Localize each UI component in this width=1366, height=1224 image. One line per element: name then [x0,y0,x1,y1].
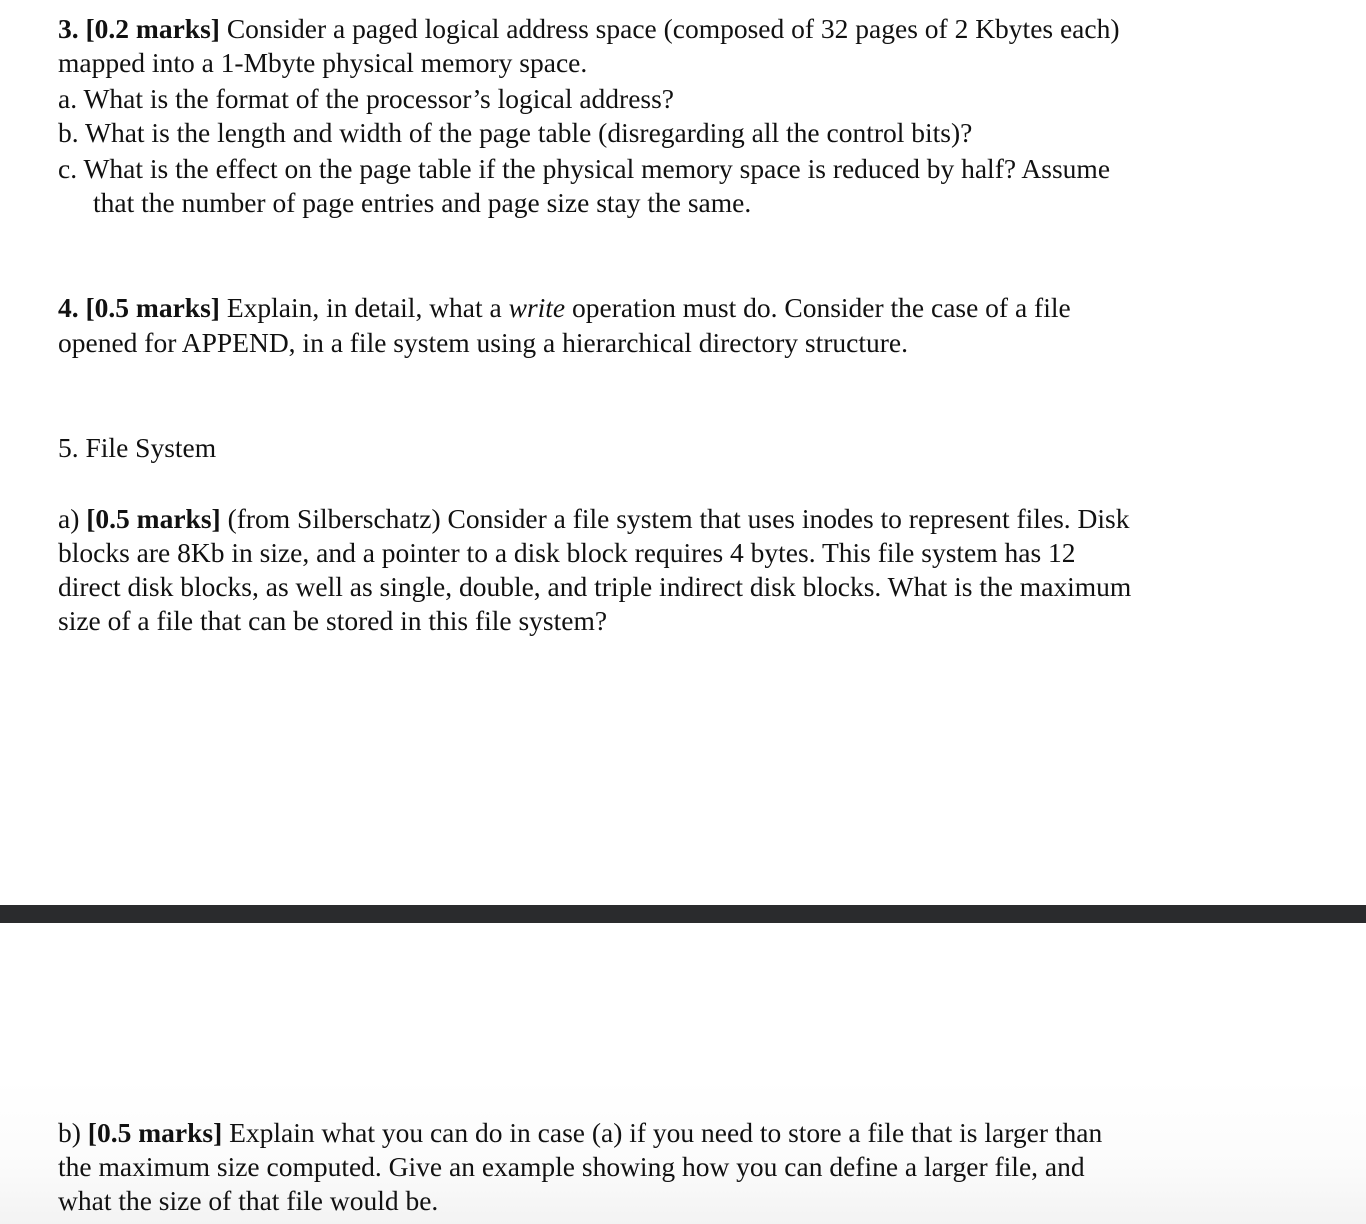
q4-number: 4. [58,292,86,323]
q4-line-1 [58,291,1071,325]
page-divider [0,905,1366,923]
q4-marks: [0.5 marks] [85,292,220,323]
q5b-line-2: the maximum size computed. Give an example showing how you can define a larger file, and [58,1151,1085,1182]
q3-line-2: mapped into a 1-Mbyte physical memory space. [58,47,588,78]
q5b-text-1: Explain what you can do in case (a) if you need to store a file that is larger than [222,1117,1103,1148]
q5b-label: b) [58,1117,88,1148]
q5b-marks: [0.5 marks] [87,1117,223,1148]
q5a-line-2: blocks are 8Kb in size, and a pointer to a disk block requires 4 bytes. This file system has 12 [58,537,1076,568]
q3-number: 3. [58,13,86,44]
q4-text-pre: Explain, in detail, what a [219,292,509,323]
q3-line-1 [58,12,1120,46]
q3-part-c-line-2: that the number of page entries and page size stay the same. [93,187,752,218]
q3-text-1: Consider a paged logical address space (composed of 32 pages of 2 Kbytes each) [219,13,1120,44]
q4-line-2: opened for APPEND, in a file system using a hierarchical directory structure. [58,327,908,358]
q5b-line-3: what the size of that file would be. [58,1185,439,1216]
q5a-label: a) [58,503,87,534]
q3-part-b: b. What is the length and width of the page table (disregarding all the control bits)? [58,117,973,148]
q4-text-post: operation must do. Consider the case of a file [565,292,1071,323]
q5a-line-1 [58,502,1130,536]
q4-write-emphasis: write [508,292,566,323]
q3-part-a: a. What is the format of the processor’s logical address? [58,83,675,114]
q3-marks: [0.2 marks] [85,13,220,44]
q5a-line-4: size of a file that can be stored in this file system? [58,605,608,636]
q5a-text-1: (from Silberschatz) Consider a file system that uses inodes to represent files. Disk [220,503,1130,534]
q5-title: 5. File System [58,432,217,463]
q5b-line-1 [58,1116,1102,1150]
q3-part-c-line-1: c. What is the effect on the page table if the physical memory space is reduced by half? Assume [58,153,1111,184]
q5a-line-3: direct disk blocks, as well as single, double, and triple indirect disk blocks. What is the maximum [58,571,1132,602]
q5a-marks: [0.5 marks] [86,503,221,534]
